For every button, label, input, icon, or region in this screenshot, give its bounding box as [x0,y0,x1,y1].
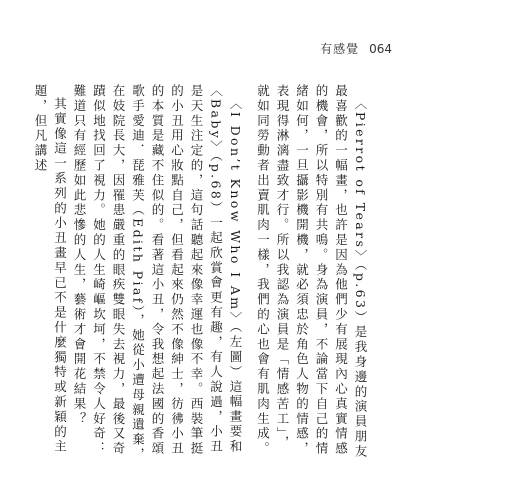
page-number: 064 [369,42,392,56]
paragraph-pierrot: 〈Pierrot of Tears〉（p.63）是我身邊的演員朋友最喜歡的一幅畫，也許是因為他們少有展現內心真實情感的機會，所以特別有共鳴。身為演員，不論當下自己的情緒如何，一旦攝影機開機，就必須忠於角色人物的情感，表現得淋漓盡致才行。所以我認為演員是「情感苦工」，就如同勞動者出賣肌肉一樣，我們的心也會有肌肉生成。 [255,84,368,459]
book-title: 有感覺 [320,42,360,56]
body-text [33,84,378,464]
paragraph-series: 其實像這一系列的小丑畫早已不是什麼獨特或新穎的主題，但凡講述 [33,84,68,455]
paragraph-i-dont-know: 〈I Don’t Know Who I Am〉（左圖）這幅畫要和〈Baby〉（p.68）一起欣賞會更有趣，有人說過，小丑是天生注定的，這句話聽起來像幸運也像不幸。西裝筆挺的小丑用心妝點自己，但看起來仍然不像紳士，彷彿小丑的本質是藏不住似的。看著這小丑，令我想起法國的香頌歌手愛迪．琵雅芙（Edith Piaf），她從小遭母親遺棄，在妓院長大，因罹患嚴重的眼疾雙眼失去視力，最後又奇蹟似地找回了視力。她的人生崎嶇坎坷，不禁令人好奇：難道只有經歷如此悲慘的人生，藝術才會開花結果？ [72,84,243,463]
running-header [320,40,392,57]
